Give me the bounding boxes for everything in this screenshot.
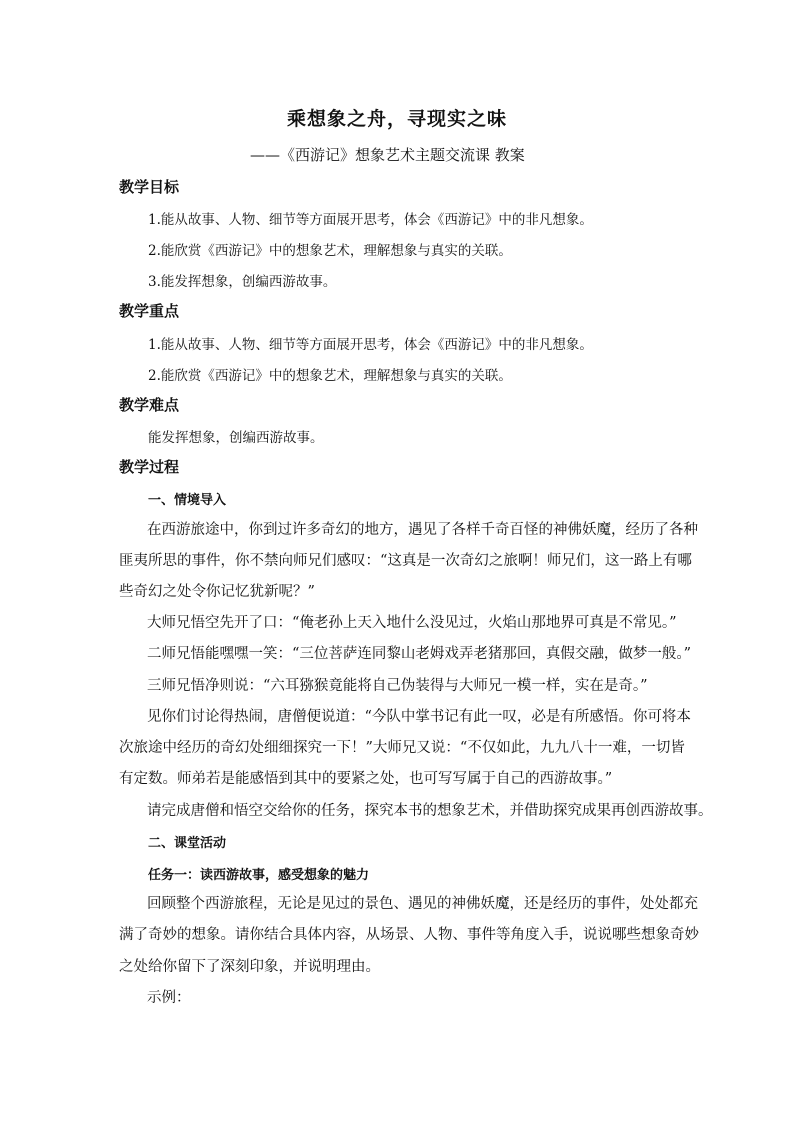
objective-item: 3.能发挥想象，创编西游故事。	[148, 274, 337, 290]
difficulties-text: 能发挥想象，创编西游故事。	[148, 430, 324, 446]
paragraph-line: 见你们讨论得热闹，唐僧便说道：“今队中掌书记有此一叹，必是有所感悟。你可将本	[147, 709, 691, 725]
objectives-heading: 教学目标	[119, 178, 180, 196]
key-point-item: 2.能欣赏《西游记》中的想象艺术，理解想象与真实的关联。	[148, 368, 512, 384]
section-heading-intro: 一、情境导入	[148, 493, 227, 508]
section-heading-activities: 二、课堂活动	[148, 836, 227, 851]
process-heading: 教学过程	[119, 458, 180, 476]
objective-item: 2.能欣赏《西游记》中的想象艺术，理解想象与真实的关联。	[148, 243, 512, 259]
paragraph-line: 三师兄悟净则说：“六耳猕猴竟能将自己伪装得与大师兄一模一样，实在是奇。”	[147, 678, 648, 694]
document-subtitle: ——《西游记》想象艺术主题交流课 教案	[250, 146, 525, 164]
paragraph-line: 之处给你留下了深刻印象，并说明理由。	[119, 959, 380, 975]
key-point-item: 1.能从故事、人物、细节等方面展开思考，体会《西游记》中的非凡想象。	[148, 337, 593, 353]
document-title: 乘想象之舟，寻现实之味	[286, 108, 507, 130]
paragraph-line: 请完成唐僧和悟空交给你的任务，探究本书的想象艺术，并借助探究成果再创西游故事。	[147, 803, 713, 819]
example-label: 示例：	[147, 990, 191, 1006]
objective-item: 1.能从故事、人物、细节等方面展开思考，体会《西游记》中的非凡想象。	[148, 212, 593, 228]
paragraph-line: 二师兄悟能嘿嘿一笑：“三位菩萨连同黎山老姆戏弄老猪那回，真假交融，做梦一般。”	[147, 646, 692, 662]
difficulties-heading: 教学难点	[119, 396, 180, 414]
paragraph-line: 大师兄悟空先开了口：“俺老孙上天入地什么没见过，火焰山那地界可真是不常见。”	[147, 615, 677, 631]
task-heading: 任务一：读西游故事，感受想象的魅力	[148, 868, 370, 883]
paragraph-line: 些奇幻之处令你记忆犹新呢？”	[119, 584, 315, 600]
paragraph-line: 次旅途中经历的奇幻处细细探究一下！”大师兄又说：“不仅如此，九九八十一难，一切皆	[119, 740, 685, 756]
paragraph-line: 满了奇妙的想象。请你结合具体内容，从场景、人物、事件等角度入手，说说哪些想象奇妙	[119, 927, 699, 943]
paragraph-line: 在西游旅途中，你到过许多奇幻的地方，遇见了各样千奇百怪的神佛妖魔，经历了各种	[147, 522, 698, 538]
paragraph-line: 有定数。师弟若是能感悟到其中的要紧之处，也可写写属于自己的西游故事。”	[119, 771, 613, 787]
paragraph-line: 匪夷所思的事件，你不禁向师兄们感叹：“这真是一次奇幻之旅啊！师兄们，这一路上有哪	[119, 553, 692, 569]
paragraph-line: 回顾整个西游旅程，无论是见过的景色、遇见的神佛妖魔，还是经历的事件，处处都充	[147, 896, 698, 912]
key-points-heading: 教学重点	[119, 302, 180, 320]
